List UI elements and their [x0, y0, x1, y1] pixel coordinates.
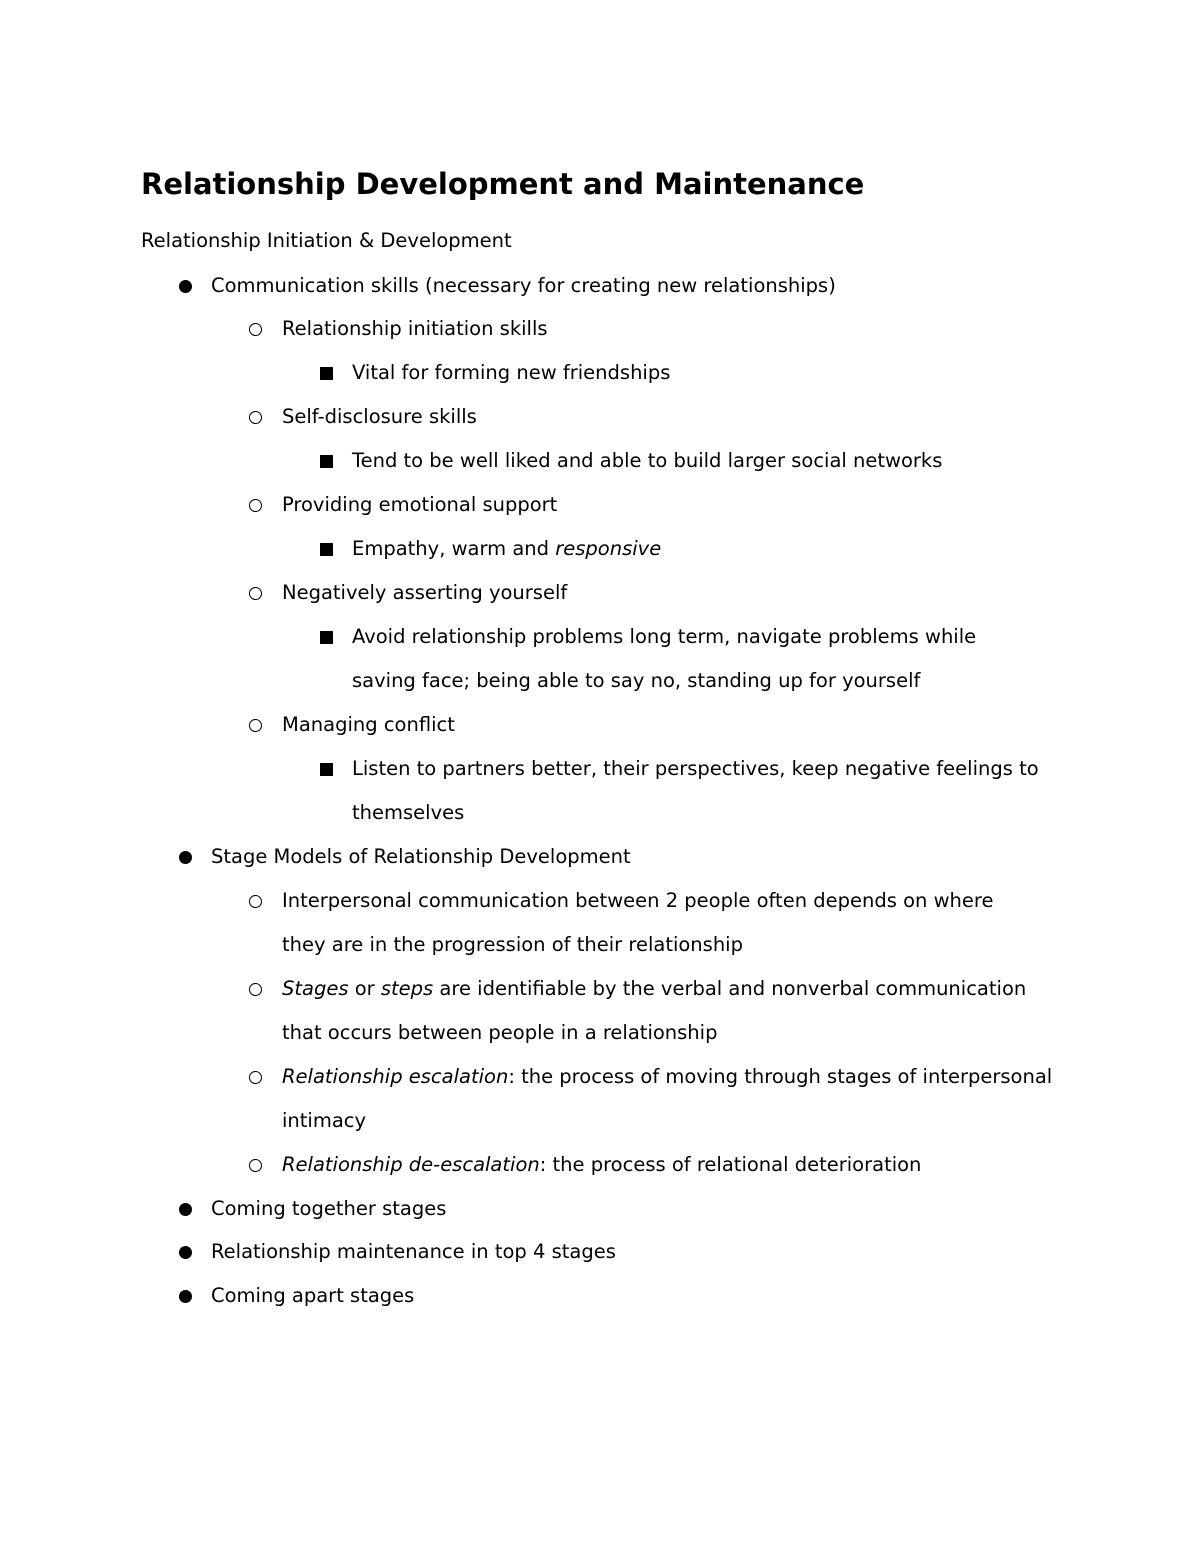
list-item-emotional-support-note — [352, 527, 661, 571]
circle-bullet-icon — [249, 719, 262, 732]
circle-bullet-icon — [249, 499, 262, 512]
list-item-stages-line1 — [282, 967, 1026, 1011]
list-item-asserting-note-line1: Avoid relationship problems long term, navigate problems while — [352, 625, 977, 648]
list-item-interpersonal-line2: they are in the progression of their relationship — [282, 933, 743, 956]
square-bullet-icon — [320, 543, 333, 556]
list-item-stage-models: Stage Models of Relationship Development — [211, 845, 631, 868]
note-text: Empathy, warm and — [352, 537, 556, 560]
circle-bullet-icon — [249, 1159, 262, 1172]
circle-bullet-icon — [249, 1071, 262, 1084]
disc-bullet-icon — [179, 1246, 192, 1259]
disc-bullet-icon — [179, 851, 192, 864]
list-item-initiation-note: Vital for forming new friendships — [352, 361, 671, 384]
connector-text: or — [348, 977, 381, 1000]
italic-term: steps — [380, 977, 434, 1000]
definition-text: : the process of relational deterioration — [539, 1153, 922, 1176]
list-item-managing-conflict: Managing conflict — [282, 713, 455, 736]
square-bullet-icon — [320, 455, 333, 468]
italic-term: Stages — [282, 977, 349, 1000]
list-item-stages-line2: that occurs between people in a relationship — [282, 1021, 718, 1044]
item-text: are identifiable by the verbal and nonverbal communication — [433, 977, 1027, 1000]
list-item-conflict-note-line1: Listen to partners better, their perspectives, keep negative feelings to — [352, 757, 1039, 780]
circle-bullet-icon — [249, 895, 262, 908]
disc-bullet-icon — [179, 1203, 192, 1216]
list-item-communication-skills: Communication skills (necessary for creating new relationships) — [211, 274, 836, 297]
list-item-asserting: Negatively asserting yourself — [282, 581, 568, 604]
list-item-initiation-skills: Relationship initiation skills — [282, 317, 548, 340]
list-item-emotional-support: Providing emotional support — [282, 493, 558, 516]
list-item-maintenance: Relationship maintenance in top 4 stages — [211, 1240, 616, 1263]
list-item-self-disclosure-note: Tend to be well liked and able to build larger social networks — [352, 449, 943, 472]
list-item-self-disclosure: Self-disclosure skills — [282, 405, 477, 428]
list-item-escalation-line2: intimacy — [282, 1109, 367, 1132]
list-item-coming-apart: Coming apart stages — [211, 1284, 415, 1307]
disc-bullet-icon — [179, 1290, 192, 1303]
list-item-escalation-line1 — [282, 1055, 1052, 1099]
square-bullet-icon — [320, 631, 333, 644]
circle-bullet-icon — [249, 983, 262, 996]
disc-bullet-icon — [179, 280, 192, 293]
list-item-asserting-note-line2: saving face; being able to say no, standing up for yourself — [352, 669, 921, 692]
list-item-de-escalation — [282, 1143, 921, 1187]
circle-bullet-icon — [249, 411, 262, 424]
list-item-conflict-note-line2: themselves — [352, 801, 465, 824]
list-item-coming-together: Coming together stages — [211, 1197, 447, 1220]
square-bullet-icon — [320, 367, 333, 380]
square-bullet-icon — [320, 763, 333, 776]
italic-term: responsive — [555, 537, 662, 560]
italic-term: Relationship de-escalation — [282, 1153, 540, 1176]
definition-text: : the process of moving through stages of interpersonal — [508, 1065, 1053, 1088]
section-heading: Relationship Initiation & Development — [141, 229, 512, 252]
list-item-interpersonal-line1: Interpersonal communication between 2 people often depends on where — [282, 889, 994, 912]
circle-bullet-icon — [249, 323, 262, 336]
document-title: Relationship Development and Maintenance — [141, 167, 865, 201]
italic-term: Relationship escalation — [282, 1065, 509, 1088]
circle-bullet-icon — [249, 587, 262, 600]
